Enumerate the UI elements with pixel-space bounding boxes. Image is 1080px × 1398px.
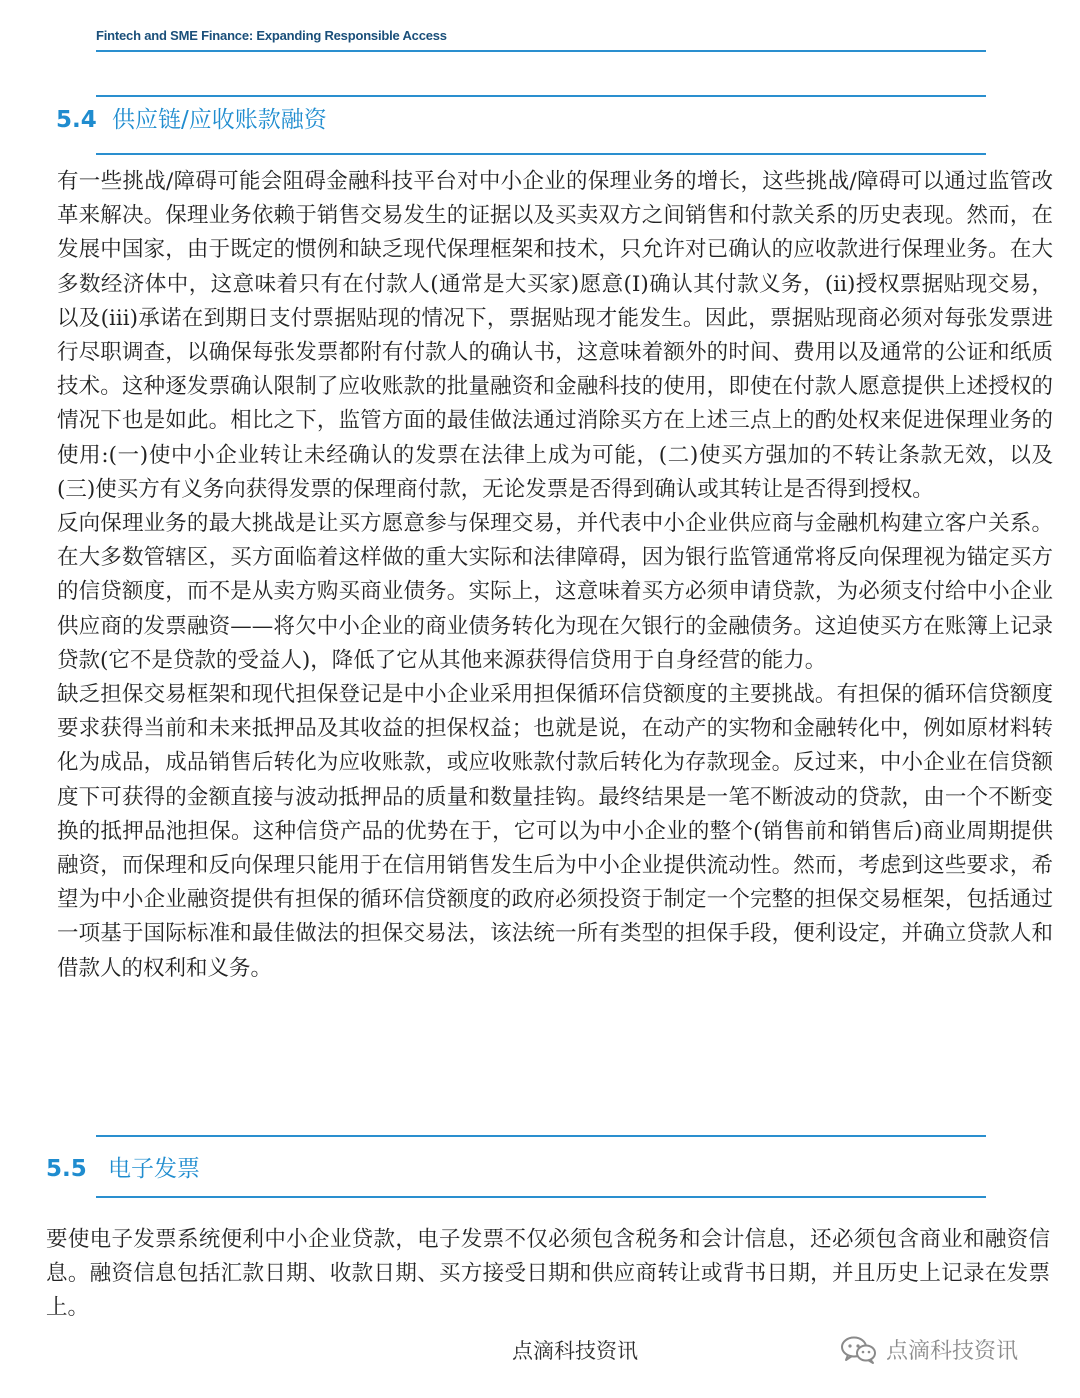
running-header: Fintech and SME Finance: Expanding Responsible Access [96, 28, 447, 43]
section-number: 5.5 [46, 1156, 87, 1182]
watermark-label: 点滴科技资讯 [886, 1339, 1019, 1364]
section-5-4-body [57, 165, 1053, 986]
paragraph: 有一些挑战/障碍可能会阻碍金融科技平台对中小企业的保理业务的增长，这些挑战/障碍可以通过监管改革来解决。保理业务依赖于销售交易发生的证据以及买卖双方之间销售和付款关系的历史表现。然而，在发展中国家，由于既定的惯例和缺乏现代保理框架和技术，只允许对已确认的应收款进行保理业务。在大多数经济体中，这意味着只有在付款人(通常是大买家)愿意(I)确认其付款义务，(ii)授权票据贴现交易，以及(iii)承诺在到期日支付票据贴现的情况下，票据贴现才能发生。因此，票据贴现商必须对每张发票进行尽职调查，以确保每张发票都附有付款人的确认书，这意味着额外的时间、费用以及通常的公证和纸质技术。这种逐发票确认限制了应收账款的批量融资和金融科技的使用，即使在付款人愿意提供上述授权的情况下也是如此。相比之下，监管方面的最佳做法通过消除买方在上述三点上的酌处权来促进保理业务的使用:(一)使中小企业转让未经确认的发票在法律上成为可能，(二)使买方强加的不转让条款无效，以及(三)使买方有义务向获得发票的保理商付款，无论发票是否得到确认或其转让是否得到授权。 [57, 169, 1053, 502]
section-5-4-heading [56, 101, 327, 134]
section-5-5-body [46, 1223, 1050, 1326]
paragraph: 要使电子发票系统便利中小企业贷款，电子发票不仅必须包含税务和会计信息，还必须包含商业和融资信息。融资信息包括汇款日期、收款日期、买方接受日期和供应商转让或背书日期，并且历史上记录在发票上。 [46, 1227, 1050, 1321]
section-5-4-top-rule [96, 95, 986, 97]
wechat-watermark [840, 1334, 1018, 1365]
section-5-5-bottom-rule [96, 1196, 986, 1198]
paragraph: 反向保理业务的最大挑战是让买方愿意参与保理交易，并代表中小企业供应商与金融机构建立客户关系。在大多数管辖区，买方面临着这样做的重大实际和法律障碍，因为银行监管通常将反向保理视为锚定买方的信贷额度，而不是从卖方购买商业债务。实际上，这意味着买方必须申请贷款，为必须支付给中小企业供应商的发票融资——将欠中小企业的商业债务转化为现在欠银行的金融债务。这迫使买方在账簿上记录贷款(它不是贷款的受益人)，降低了它从其他来源获得信贷用于自身经营的能力。 [57, 511, 1053, 673]
section-title: 电子发票 [108, 1156, 200, 1182]
paragraph: 缺乏担保交易框架和现代担保登记是中小企业采用担保循环信贷额度的主要挑战。有担保的循环信贷额度要求获得当前和未来抵押品及其收益的担保权益；也就是说，在动产的实物和金融转化中，例如原材料转化为成品，成品销售后转化为应收账款，或应收账款付款后转化为存款现金。反过来，中小企业在信贷额度下可获得的金额直接与波动抵押品的质量和数量挂钩。最终结果是一笔不断波动的贷款，由一个不断变换的抵押品池担保。这种信贷产品的优势在于，它可以为中小企业的整个(销售前和销售后)商业周期提供融资，而保理和反向保理只能用于在信用销售发生后为中小企业提供流动性。然而，考虑到这些要求，希望为中小企业融资提供有担保的循环信贷额度的政府必须投资于制定一个完整的担保交易框架，包括通过一项基于国际标准和最佳做法的担保交易法，该法统一所有类型的担保手段，便利设定，并确立贷款人和借款人的权利和义务。 [57, 682, 1053, 981]
section-title: 供应链/应收账款融资 [112, 107, 327, 133]
footer-source-label: 点滴科技资讯 [512, 1339, 638, 1363]
section-5-4-bottom-rule [96, 153, 986, 155]
section-number: 5.4 [56, 107, 97, 133]
header-rule [96, 50, 986, 52]
section-5-5-heading [46, 1150, 200, 1183]
wechat-icon [840, 1335, 878, 1365]
section-5-5-top-rule [96, 1135, 986, 1137]
